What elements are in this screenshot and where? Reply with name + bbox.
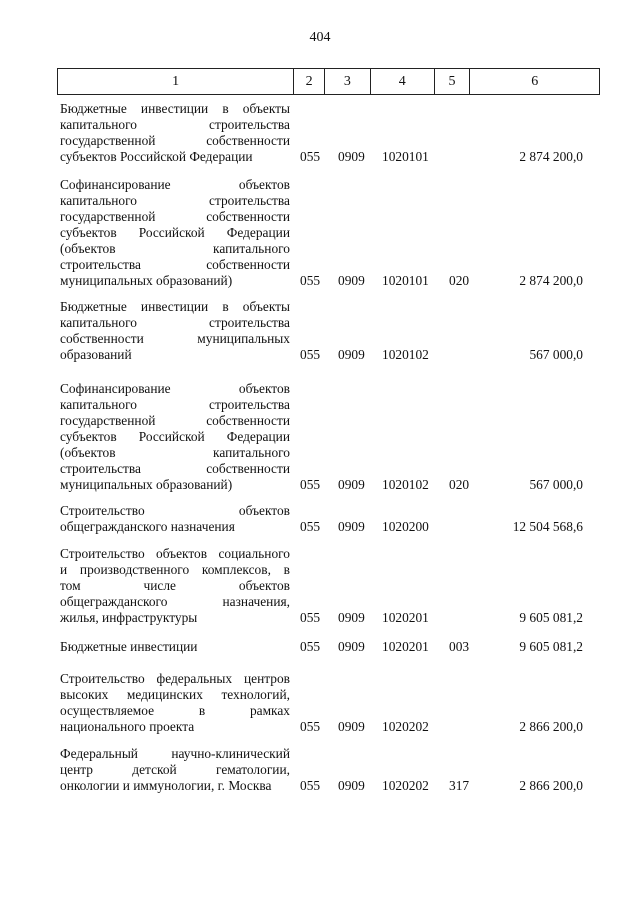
target-code: 1020101 — [382, 149, 429, 164]
column-header-5: 5 — [434, 69, 470, 94]
section-code: 0909 — [338, 719, 365, 734]
description-line: капитального строительства — [60, 117, 290, 132]
description-line: муниципальных образований) — [60, 477, 233, 492]
section-code: 0909 — [338, 519, 365, 534]
target-code: 1020202 — [382, 778, 429, 793]
row-description — [60, 671, 290, 735]
expense-type-code: 020 — [449, 273, 470, 288]
description-line: государственной собственности — [60, 209, 290, 224]
description-line: Строительство объектов социального — [60, 546, 290, 561]
target-code: 1020201 — [382, 610, 429, 625]
description-line: Софинансирование объектов — [60, 177, 290, 192]
row-description — [60, 746, 290, 794]
column-header-row — [57, 68, 600, 95]
description-line: высоких медицинских технологий, — [60, 687, 290, 702]
section-code: 0909 — [338, 273, 365, 288]
description-line: субъектов Российской Федерации — [60, 225, 290, 240]
amount: 9 605 081,2 — [519, 610, 583, 625]
ministry-code: 055 — [300, 778, 321, 793]
description-line: государственной собственности — [60, 413, 290, 428]
target-code: 1020202 — [382, 719, 429, 734]
section-code: 0909 — [338, 477, 365, 492]
description-line: Софинансирование объектов — [60, 381, 290, 396]
column-header-1: 1 — [172, 73, 180, 89]
description-line: общегражданского назначения — [60, 519, 235, 534]
description-line: центр детской гематологии, — [60, 762, 290, 777]
description-line: собственности муниципальных — [60, 331, 290, 346]
description-line: Бюджетные инвестиции в объекты — [60, 101, 290, 116]
ministry-code: 055 — [300, 719, 321, 734]
row-description — [60, 177, 290, 289]
description-line: осуществляемое в рамках — [60, 703, 290, 718]
ministry-code: 055 — [300, 519, 321, 534]
target-code: 1020200 — [382, 519, 429, 534]
description-line: (объектов капитального — [60, 241, 290, 256]
section-code: 0909 — [338, 639, 365, 654]
description-line: государственной собственности — [60, 133, 290, 148]
page-number: 404 — [309, 30, 331, 45]
description-line: капитального строительства — [60, 193, 290, 208]
description-line: национального проекта — [60, 719, 195, 734]
row-description — [60, 503, 290, 535]
description-line: общегражданского назначения, — [60, 594, 290, 609]
amount: 12 504 568,6 — [512, 519, 583, 534]
description-line: строительства собственности — [60, 257, 290, 272]
ministry-code: 055 — [300, 273, 321, 288]
description-line: Бюджетные инвестиции — [60, 639, 198, 654]
description-line: субъектов Российской Федерации — [60, 149, 253, 164]
description-line: субъектов Российской Федерации — [60, 429, 290, 444]
ministry-code: 055 — [300, 639, 321, 654]
ministry-code: 055 — [300, 149, 321, 164]
row-description — [60, 381, 290, 493]
target-code: 1020201 — [382, 639, 429, 654]
target-code: 1020101 — [382, 273, 429, 288]
description-line: Строительство федеральных центров — [60, 671, 290, 686]
description-line: том числе объектов — [60, 578, 290, 593]
amount: 2 874 200,0 — [519, 149, 583, 164]
column-header-4: 4 — [370, 69, 434, 94]
description-line: онкологии и иммунологии, г. Москва — [60, 778, 272, 793]
description-line: капитального строительства — [60, 315, 290, 330]
description-line: Бюджетные инвестиции в объекты — [60, 299, 290, 314]
expense-type-code: 317 — [449, 778, 470, 793]
target-code: 1020102 — [382, 347, 429, 362]
description-line: Строительство объектов — [60, 503, 290, 518]
row-description — [60, 299, 290, 363]
amount: 567 000,0 — [529, 477, 583, 492]
description-line: жилья, инфраструктуры — [60, 610, 198, 625]
description-line: строительства собственности — [60, 461, 290, 476]
expense-type-code: 020 — [449, 477, 470, 492]
description-line: капитального строительства — [60, 397, 290, 412]
amount: 2 866 200,0 — [519, 719, 583, 734]
column-header-6: 6 — [469, 69, 599, 94]
amount: 2 874 200,0 — [519, 273, 583, 288]
section-code: 0909 — [338, 778, 365, 793]
target-code: 1020102 — [382, 477, 429, 492]
row-description — [60, 101, 290, 165]
section-code: 0909 — [338, 610, 365, 625]
description-line: Федеральный научно-клинический — [60, 746, 290, 761]
description-line: образований — [60, 347, 132, 362]
ministry-code: 055 — [300, 477, 321, 492]
column-header-3: 3 — [324, 69, 370, 94]
amount: 2 866 200,0 — [519, 778, 583, 793]
expense-type-code: 003 — [449, 639, 470, 654]
column-header-2: 2 — [293, 69, 324, 94]
section-code: 0909 — [338, 149, 365, 164]
amount: 9 605 081,2 — [519, 639, 583, 654]
amount: 567 000,0 — [529, 347, 583, 362]
description-line: и производственного комплексов, в — [60, 562, 290, 577]
row-description — [60, 546, 290, 626]
description-line: муниципальных образований) — [60, 273, 233, 288]
ministry-code: 055 — [300, 610, 321, 625]
section-code: 0909 — [338, 347, 365, 362]
description-line: (объектов капитального — [60, 445, 290, 460]
row-description — [60, 639, 290, 655]
ministry-code: 055 — [300, 347, 321, 362]
